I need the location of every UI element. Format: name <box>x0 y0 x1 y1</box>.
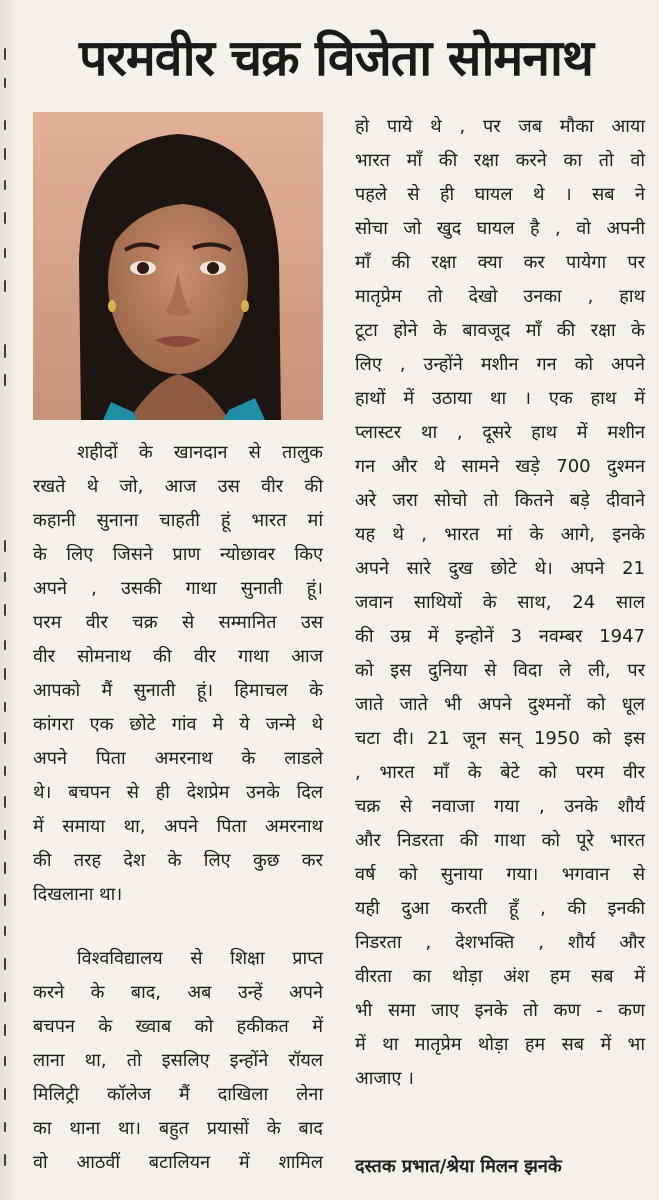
text-line: में था मातृप्रेम थोड़ा हम सब में भा <box>355 1034 645 1055</box>
text-line: वो आठवीं बटालियन में शामिल <box>33 1152 323 1173</box>
text-line: जवान साथियों के साथ, 24 साल <box>355 592 645 613</box>
text-line: निडरता , देशभक्ति , शौर्य और <box>355 932 645 953</box>
text-line: मिलिट्री कॉलेज मैं दाखिला लेना <box>33 1084 323 1105</box>
text-line: विश्वविद्यालय से शिक्षा प्राप्त <box>77 948 323 969</box>
text-line: कांगरा एक छोटे गांव मे ये जन्मे थे <box>33 714 323 735</box>
text-line: परम वीर चक्र से सम्मानित उस <box>33 612 323 633</box>
text-line: , भारत माँ के बेटे को परम वीर <box>355 762 645 783</box>
text-line: लाना था, तो इसलिए इन्होंने रॉयल <box>33 1050 323 1071</box>
text-line: के लिए जिसने प्राण न्योछावर किए <box>33 544 323 565</box>
text-line: आपको मैं सुनाती हूं। हिमाचल के <box>33 680 323 701</box>
text-line: वर्ष को सुनाया गया। भगवान से <box>355 864 645 885</box>
text-line: की तरह देश के लिए कुछ कर <box>33 850 323 871</box>
text-line: हाथों में उठाया था । एक हाथ में <box>355 388 645 409</box>
text-line: यह थे , भारत मां के आगे, इनके <box>355 524 645 545</box>
text-line: दिखलाना था। <box>33 884 123 905</box>
text-line: का थाना था। बहुत प्रयासों के बाद <box>33 1118 323 1139</box>
text-line: चक्र से नवाजा गया , उनके शौर्य <box>355 796 645 817</box>
text-line: चटा दी। 21 जून सन् 1950 को इस <box>355 728 645 749</box>
text-line: की उम्र में इन्होनें 3 नवम्बर 1947 <box>355 626 645 647</box>
text-line: करने के बाद, अब उन्हें अपने <box>33 982 323 1003</box>
text-line: माँ की रक्षा क्या कर पायेगा पर <box>355 252 645 273</box>
author-byline: दस्तक प्रभात/श्रेया मिलन झनके <box>355 1156 562 1177</box>
portrait-illustration <box>33 112 323 420</box>
text-line: वीर सोमनाथ की वीर गाथा आज <box>33 646 323 667</box>
text-line: और निडरता की गाथा को पूरे भारत <box>355 830 645 851</box>
text-line: कहानी सुनाना चाहती हूं भारत मां <box>33 510 323 531</box>
text-line: में समाया था, अपने पिता अमरनाथ <box>33 816 323 837</box>
text-line: रखते थे जो, आज उस वीर की <box>33 476 323 497</box>
text-line: मातृप्रेम तो देखो उनका , हाथ <box>355 286 645 307</box>
text-line: थे। बचपन से ही देशप्रेम उनके दिल <box>33 782 323 803</box>
text-line: अपने , उसकी गाथा सुनाती हूं। <box>33 578 323 599</box>
text-line: अरे जरा सोचो तो कितने बड़े दीवाने <box>355 490 645 511</box>
text-line: भी समा जाए इनके तो कण - कण <box>355 1000 645 1021</box>
headline: परमवीर चक्र विजेता सोमनाथ <box>79 29 593 87</box>
text-line: यही दुआ करती हूँ , की इनकी <box>355 898 645 919</box>
text-line: बचपन के ख्वाब को हकीकत में <box>33 1016 323 1037</box>
portrait-photo <box>33 112 323 420</box>
text-line: गन और थे सामने खड़े 700 दुश्मन <box>355 456 645 477</box>
text-line: पहले से ही घायल थे । सब ने <box>355 184 645 205</box>
text-line: भारत माँ की रक्षा करने का तो वो <box>355 150 645 171</box>
text-line: अपने पिता अमरनाथ के लाडले <box>33 748 323 769</box>
text-line: वीरता का थोड़ा अंश हम सब में <box>355 966 645 987</box>
text-line: प्लास्टर था , दूसरे हाथ में मशीन <box>355 422 645 443</box>
text-line: जाते जाते भी अपने दुश्मनों को धूल <box>355 694 645 715</box>
text-line: को इस दुनिया से विदा ले ली, पर <box>355 660 645 681</box>
text-line: लिए , उन्होंने मशीन गन को अपने <box>355 354 645 375</box>
text-line: टूटा होने के बावजूद माँ की रक्षा के <box>355 320 645 341</box>
text-line: आजाए । <box>355 1068 414 1089</box>
text-line: अपने सारे दुख छोटे थे। अपने 21 <box>355 558 645 579</box>
text-line: शहीदों के खानदान से तालुक <box>77 442 323 463</box>
adjacent-column-edge <box>0 0 14 1200</box>
text-line: हो पाये थे , पर जब मौका आया <box>355 116 645 137</box>
text-line: सोचा जो खुद घायल है , वो अपनी <box>355 218 645 239</box>
